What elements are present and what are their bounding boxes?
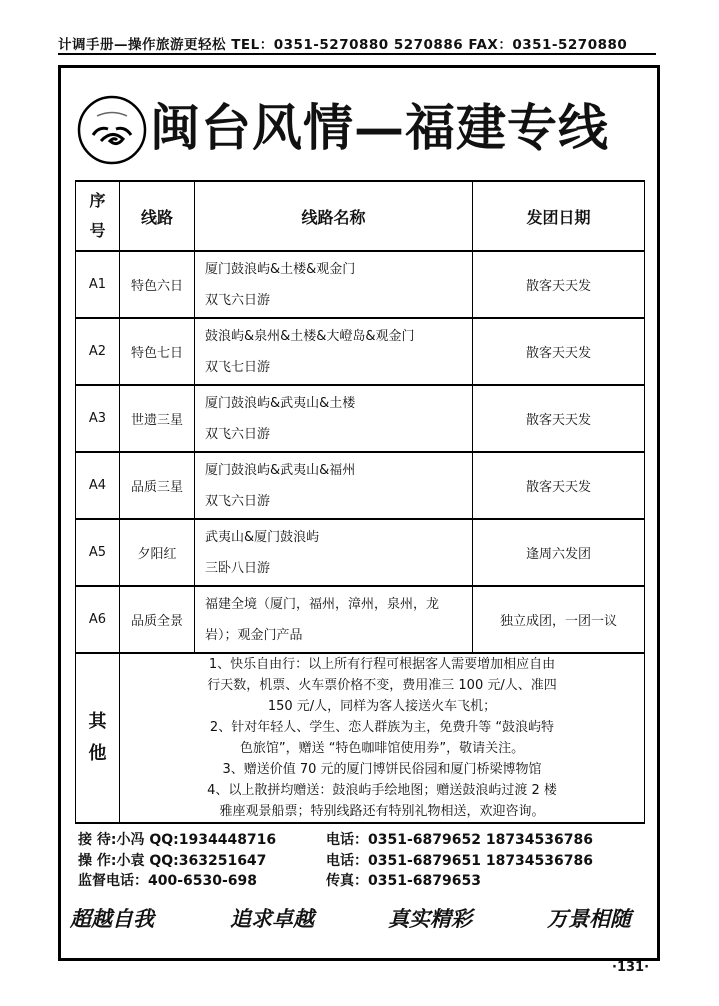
note-line: 1、快乐自由行：以上所有行程可根据客人需要增加相应自由 — [208, 657, 556, 672]
table-row — [76, 519, 645, 586]
route-name-line2: 双飞六日游 — [205, 426, 271, 442]
route-name — [195, 385, 473, 452]
departure-date: 逢周六发团 — [473, 519, 645, 586]
slogans — [70, 903, 650, 937]
departure-date: 散客天天发 — [473, 452, 645, 519]
slogan: 真实精彩 — [388, 907, 472, 931]
route-name-line2: 双飞六日游 — [205, 292, 271, 308]
note-line: 2、针对年轻人、学生、恋人群族为主，免费升等 “鼓浪屿特 — [209, 720, 555, 735]
other-notes-row — [76, 653, 645, 823]
routes-table — [75, 180, 645, 824]
document-header — [58, 33, 656, 55]
note-line: 色旅馆”，赠送 “特色咖啡馆使用券”，敬请关注。 — [239, 741, 525, 756]
note-line: 3、赠送价值 70 元的厦门博饼民俗园和厦门桥梁博物馆 — [222, 762, 542, 777]
contact-row — [78, 830, 648, 851]
other-notes — [120, 653, 645, 823]
route-type: 品质全景 — [120, 586, 195, 653]
table-row — [76, 251, 645, 318]
table-row — [76, 586, 645, 653]
slogan: 超越自我 — [70, 907, 154, 931]
contact-row — [78, 851, 648, 872]
departure-date: 独立成团，一团一议 — [473, 586, 645, 653]
contact-block — [78, 830, 648, 892]
route-code: A5 — [76, 519, 120, 586]
route-code: A2 — [76, 318, 120, 385]
route-code: A1 — [76, 251, 120, 318]
slogan: 追求卓越 — [230, 907, 314, 931]
route-name-line1: 福建全境（厦门，福州，漳州，泉州，龙 — [205, 596, 440, 612]
route-name — [195, 452, 473, 519]
route-type: 品质三星 — [120, 452, 195, 519]
route-name-line1: 厦门鼓浪屿&武夷山&福州 — [205, 462, 356, 478]
route-name — [195, 251, 473, 318]
table-header-row — [76, 181, 645, 251]
col-header-route: 线路 — [120, 181, 195, 251]
other-label: 其 他 — [76, 653, 120, 823]
route-name-line1: 鼓浪屿&泉州&土楼&大嶝岛&观金门 — [205, 328, 415, 344]
col-header-index: 序号 — [76, 181, 120, 251]
route-name — [195, 318, 473, 385]
route-name-line2: 双飞六日游 — [205, 493, 271, 509]
route-name-line1: 厦门鼓浪屿&武夷山&土楼 — [205, 395, 356, 411]
route-name-line2: 三卧八日游 — [205, 560, 271, 576]
contact-row — [78, 871, 648, 892]
contact-phone: 电话：0351-6879651 18734536786 — [326, 852, 593, 869]
note-line: 雅座观景船票；特别线路还有特别礼物相送，欢迎咨询。 — [219, 804, 545, 819]
col-header-departure-date: 发团日期 — [473, 181, 645, 251]
contact-supervision: 监督电话：400-6530-698 — [78, 873, 258, 889]
route-name — [195, 586, 473, 653]
contact-phone: 电话：0351-6879652 18734536786 — [326, 832, 593, 848]
col-header-route-name: 线路名称 — [195, 181, 473, 251]
table-row — [76, 452, 645, 519]
departure-date: 散客天天发 — [473, 251, 645, 318]
route-type: 夕阳红 — [120, 519, 195, 586]
table-row — [76, 385, 645, 452]
note-line: 150 元/人，同样为客人接送火车飞机； — [267, 699, 497, 714]
route-name-line2: 岩）；观金门产品 — [205, 627, 303, 643]
header-text: 计调手册—操作旅游更轻松 TEL：0351-5270880 5270886 FAX：0351-5270880 — [58, 37, 628, 53]
route-name-line1: 厦门鼓浪屿&土楼&观金门 — [205, 261, 356, 277]
contact-operations: 操 作:小袁 QQ:363251647 — [78, 852, 267, 869]
route-code: A4 — [76, 452, 120, 519]
departure-date: 散客天天发 — [473, 385, 645, 452]
contact-fax: 传真：0351-6879653 — [326, 873, 481, 889]
route-name-line1: 武夷山&厦门鼓浪屿 — [205, 529, 320, 545]
contact-reception: 接 待:小冯 QQ:1934448716 — [78, 832, 277, 848]
page-title: 闽台风情—福建专线 — [150, 98, 609, 157]
slogan: 万景相随 — [547, 907, 631, 931]
table-row — [76, 318, 645, 385]
route-name — [195, 519, 473, 586]
company-logo-icon — [77, 95, 147, 165]
departure-date: 散客天天发 — [473, 318, 645, 385]
route-type: 特色七日 — [120, 318, 195, 385]
route-code: A3 — [76, 385, 120, 452]
note-line: 4、以上散拼均赠送：鼓浪屿手绘地图；赠送鼓浪屿过渡 2 楼 — [207, 783, 557, 798]
route-name-line2: 双飞七日游 — [205, 359, 271, 375]
note-line: 行天数，机票、火车票价格不变，费用准三 100 元/人、准四 — [207, 678, 557, 693]
page-number: ·131· — [612, 960, 650, 975]
route-type: 特色六日 — [120, 251, 195, 318]
route-code: A6 — [76, 586, 120, 653]
route-type: 世遗三星 — [120, 385, 195, 452]
